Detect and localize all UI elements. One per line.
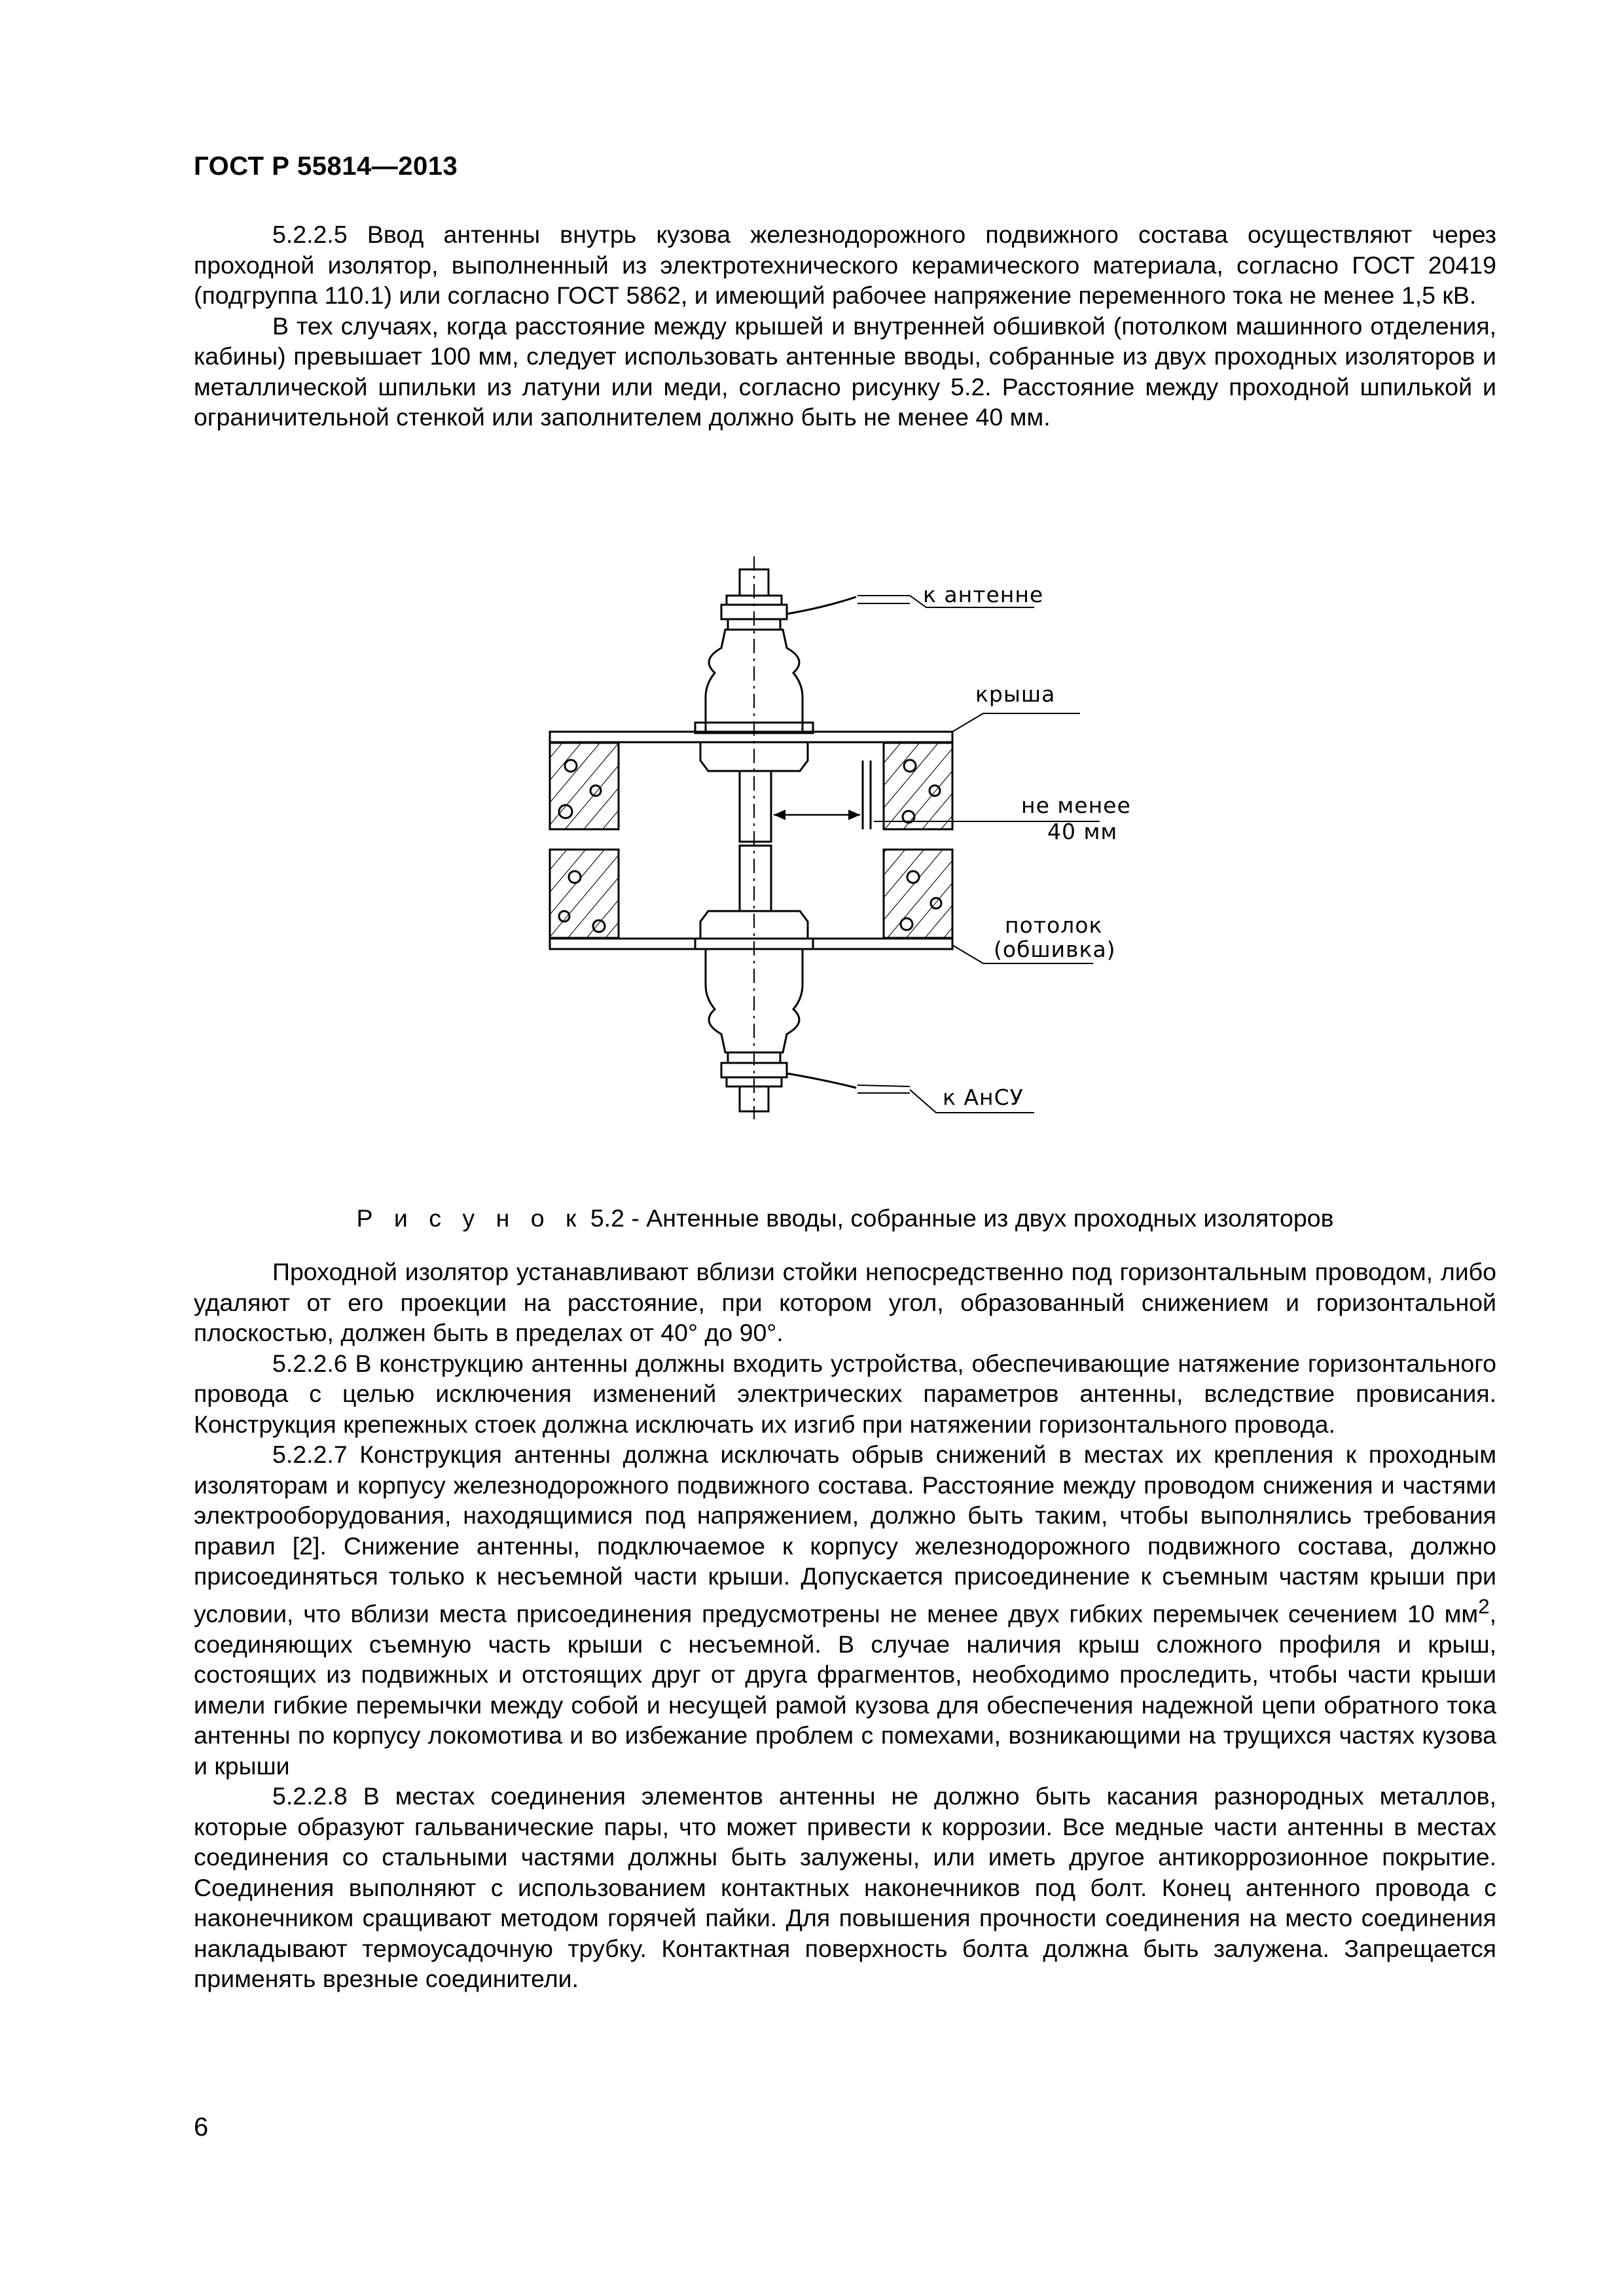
caption-text: 5.2 - Антенные вводы, собранные из двух проходных изоляторов: [590, 1204, 1334, 1232]
insulation-block-right-bottom: [884, 850, 952, 938]
antenna-input-diagram: [517, 550, 1178, 1126]
label-ceiling-line1: потолок: [1005, 912, 1103, 938]
label-min-line2: 40 мм: [1047, 819, 1118, 844]
paragraph-5-2-2-6: 5.2.2.6 В конструкцию антенны должны входить устройства, обеспечивающие натяжение горизонтального провода с целью исключения изменений электрических параметров антенны, вследствие провисания. Конструкция крепежных стоек должна исключать их изгиб при натяжении горизонтального провода.: [194, 1349, 1496, 1438]
paragraph-5-2-2-8: 5.2.2.8 В местах соединения элементов антенны не должно быть касания разнородных металлов, которые образуют гальванические пары, что может привести к коррозии. Все медные части антенны в местах соединения со стальными частями должны быть залужены, или иметь другое антикоррозионное покрытие. Соединения выполняют с использованием контактных наконечников под болт. Конец антенного провода с наконечником сращивают методом горячей пайки. Для повышения прочности соединения на место соединения накладывают термоусадочную трубку. Контактная поверхность болта должна быть залужена. Запрещается применять врезные соединители.: [194, 1782, 1496, 1992]
wire-to-ansu: [787, 1073, 856, 1088]
insulation-block-left-top: [550, 743, 619, 829]
paragraph-5-2-2-7: [194, 1439, 1496, 1781]
caption-prefix: Р и с у н о к: [356, 1204, 584, 1232]
label-ceiling-line2: (обшивка): [994, 937, 1116, 962]
roof-leader: [952, 713, 1080, 732]
text-block-top: [194, 219, 1496, 433]
paragraph-5-2-2-5: 5.2.2.5 Ввод антенны внутрь кузова железнодорожного подвижного состава осуществляют через проходной изолятор, выполненный из электротехнического керамического материала, согласно ГОСТ 20419 (подгруппа 110.1) или согласно ГОСТ 5862, и имеющий рабочее напряжение переменного тока не менее 1,5 кВ.: [194, 221, 1496, 309]
ceiling-plate: [550, 939, 952, 949]
figure-caption: [194, 1203, 1496, 1234]
paragraph-5-2-2-7-part1: 5.2.2.7 Конструкция антенны должна исключать обрыв снижений в местах их крепления к проходным изоляторам и корпусу железнодорожного подвижного состава. Расстояние между проводом снижения и частями электрооборудования, находящимися под напряжением, должно быть таким, чтобы выполнялись требования правил [2]. Снижение антенны, подключаемое к корпусу железнодорожного подвижного состава, должно присоединяться только к несъемной части крыши. Допускается присоединение к съемным частям крыши при условии, что вблизи места присоединения предусмотрены не менее двух гибких перемычек сечением 10 мм: [194, 1441, 1496, 1627]
insulation-block-right-top: [884, 743, 952, 829]
document-header: ГОСТ Р 55814—2013: [194, 152, 458, 181]
insulation-block-left-bottom: [550, 850, 619, 938]
label-to-ansu: к АнСУ: [943, 1085, 1024, 1110]
text-block-bottom: [194, 1257, 1496, 1994]
wire-to-antenna: [787, 597, 856, 614]
paragraph-spacing-rule: В тех случаях, когда расстояние между крышей и внутренней обшивкой (потолком машинного отделения, кабины) превышает 100 мм, следует использовать антенные вводы, собранные из двух проходных изоляторов и металлической шпильки из латуни или меди, согласно рисунку 5.2. Расстояние между проходной шпилькой и ограничительной стенкой или заполнителем должно быть не менее 40 мм.: [194, 312, 1496, 431]
paragraph-insulator-placement: Проходной изолятор устанавливают вблизи стойки непосредственно под горизонтальным проводом, либо удаляют от его проекции на расстояние, при котором угол, образованный снижением и горизонтальной плоскостью, должен быть в пределах от 40° до 90°.: [194, 1258, 1496, 1346]
paragraph-5-2-2-7-part2: , соединяющих съемную часть крыши с несъемной. В случае наличия крыш сложного профиля и крыш, состоящих из подвижных и отстоящих друг от друга фрагментов, необходимо проследить, чтобы части крыши имели гибкие перемычки между собой и несущей рамой кузова для обеспечения надежной цепи обратного тока антенны по корпусу локомотива и во избежание проблем с помехами, возникающими на трущихся частях кузова и крыши: [194, 1600, 1496, 1780]
superscript-squared: 2: [1478, 1594, 1490, 1618]
label-to-antenna: к антенне: [923, 582, 1044, 607]
page-number: 6: [194, 2113, 209, 2142]
label-min-line1: не менее: [1021, 793, 1131, 818]
label-roof: крыша: [975, 681, 1056, 707]
figure-antenna-inputs: [517, 550, 1178, 1126]
